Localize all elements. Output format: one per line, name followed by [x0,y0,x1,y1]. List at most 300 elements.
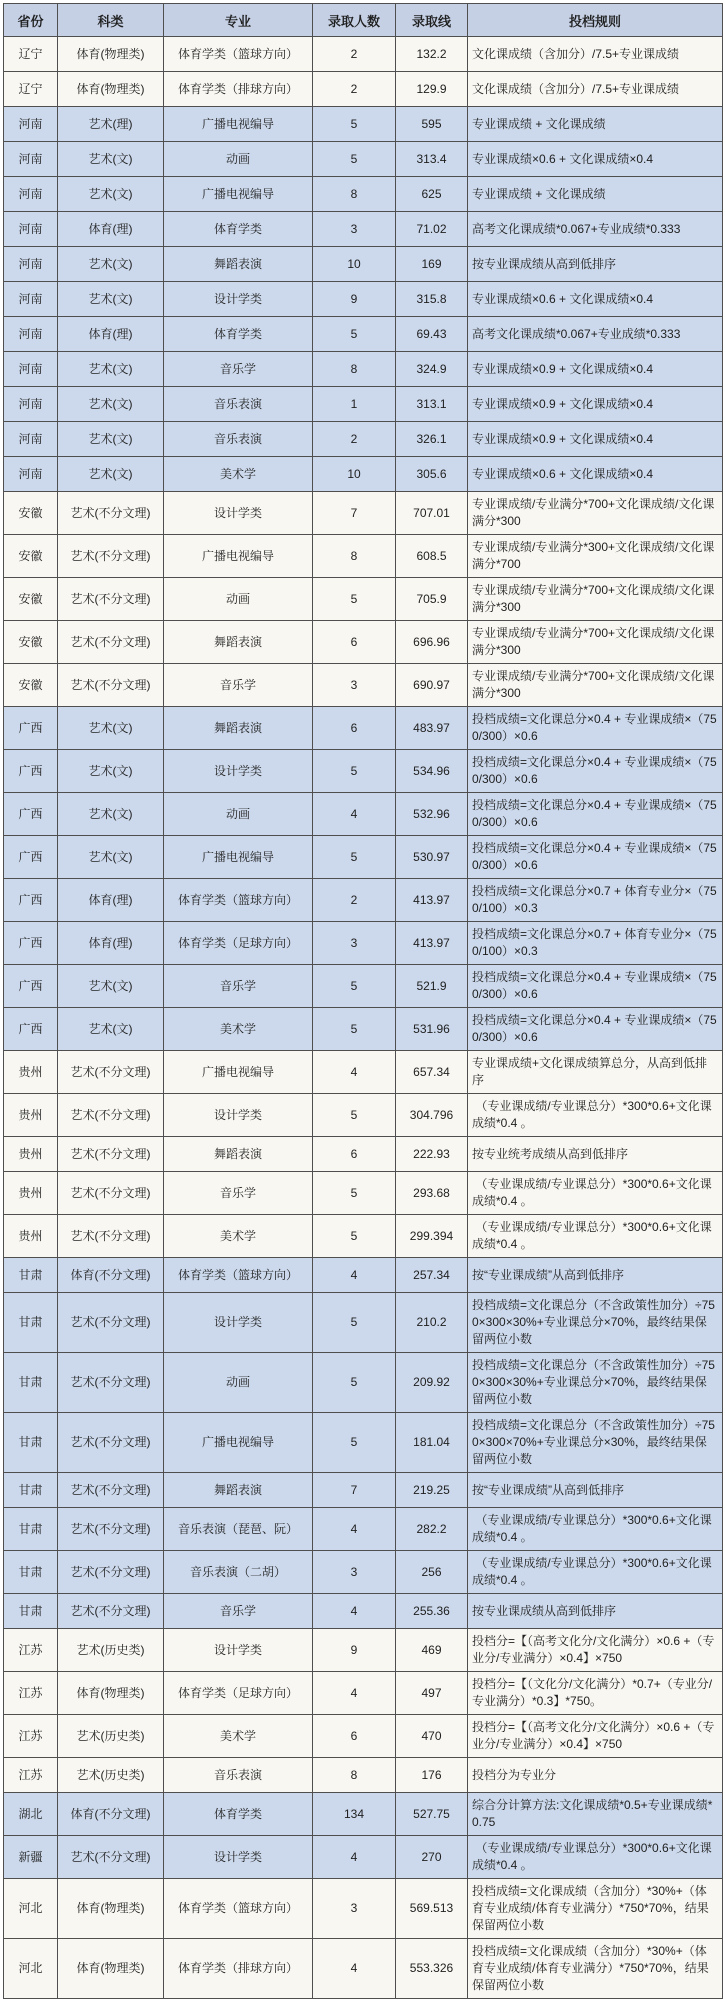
cell-rule: 投档成绩=文化课成绩（含加分）*30%+（体育专业成绩/体育专业满分）*750*70%，结果保留两位小数 [468,1939,723,1999]
cell-category: 艺术(不分文理) [58,492,164,535]
cell-province: 湖北 [4,1793,58,1836]
cell-province: 广西 [4,879,58,922]
cell-category: 体育(理) [58,317,164,352]
cell-score-line: 608.5 [396,535,468,578]
cell-major: 美术学 [164,1215,313,1258]
cell-score-line: 470 [396,1715,468,1758]
cell-province: 河北 [4,1939,58,1999]
cell-province: 安徽 [4,664,58,707]
table-row [4,352,723,387]
cell-count: 2 [313,37,396,72]
cell-category: 艺术(不分文理) [58,1293,164,1353]
cell-score-line: 71.02 [396,212,468,247]
cell-category: 体育(不分文理) [58,1793,164,1836]
cell-category: 艺术(不分文理) [58,1551,164,1594]
cell-major: 设计学类 [164,1293,313,1353]
cell-major: 体育学类（篮球方向） [164,37,313,72]
table-row [4,1137,723,1172]
cell-province: 广西 [4,1008,58,1051]
table-row [4,422,723,457]
col-header-score-line: 录取线 [396,4,468,37]
table-row [4,1672,723,1715]
cell-count: 5 [313,107,396,142]
cell-rule: 按专业课成绩从高到低排序 [468,247,723,282]
cell-score-line: 299.394 [396,1215,468,1258]
cell-major: 体育学类 [164,1793,313,1836]
cell-major: 体育学类（足球方向） [164,1672,313,1715]
cell-major: 舞蹈表演 [164,247,313,282]
cell-category: 体育(物理类) [58,1939,164,1999]
cell-major: 广播电视编导 [164,107,313,142]
table-row [4,750,723,793]
cell-category: 艺术(文) [58,707,164,750]
cell-score-line: 413.97 [396,879,468,922]
cell-rule: 投档成绩=文化课总分×0.4 + 专业课成绩×（750/300）×0.6 [468,1008,723,1051]
cell-score-line: 413.97 [396,922,468,965]
col-header-major: 专业 [164,4,313,37]
cell-major: 体育学类（篮球方向） [164,879,313,922]
cell-province: 江苏 [4,1715,58,1758]
cell-major: 音乐学 [164,1594,313,1629]
cell-province: 广西 [4,750,58,793]
cell-score-line: 595 [396,107,468,142]
cell-count: 5 [313,1215,396,1258]
cell-rule: 高考文化课成绩*0.067+专业成绩*0.333 [468,212,723,247]
cell-province: 甘肃 [4,1473,58,1508]
cell-rule: 投档成绩=文化课总分×0.4 + 专业课成绩×（750/300）×0.6 [468,793,723,836]
cell-rule: 投档成绩=文化课总分×0.7 + 体育专业分×（750/100）×0.3 [468,879,723,922]
cell-category: 艺术(文) [58,750,164,793]
cell-province: 甘肃 [4,1413,58,1473]
cell-score-line: 705.9 [396,578,468,621]
cell-score-line: 219.25 [396,1473,468,1508]
cell-rule: （专业课成绩/专业课总分）*300*0.6+文化课成绩*0.4 。 [468,1836,723,1879]
cell-count: 8 [313,535,396,578]
table-row [4,1293,723,1353]
cell-category: 体育(物理类) [58,37,164,72]
cell-rule: 高考文化课成绩*0.067+专业成绩*0.333 [468,317,723,352]
cell-count: 5 [313,836,396,879]
cell-count: 4 [313,1051,396,1094]
cell-count: 10 [313,457,396,492]
cell-major: 体育学类（足球方向） [164,922,313,965]
cell-category: 艺术(历史类) [58,1758,164,1793]
cell-rule: 专业课成绩 + 文化课成绩 [468,107,723,142]
cell-count: 9 [313,282,396,317]
cell-category: 艺术(历史类) [58,1629,164,1672]
cell-major: 动画 [164,1353,313,1413]
cell-category: 艺术(文) [58,793,164,836]
cell-province: 甘肃 [4,1258,58,1293]
cell-category: 艺术(不分文理) [58,535,164,578]
cell-province: 广西 [4,965,58,1008]
cell-score-line: 553.326 [396,1939,468,1999]
cell-score-line: 256 [396,1551,468,1594]
cell-province: 河南 [4,282,58,317]
cell-rule: 专业课成绩/专业满分*700+文化课成绩/文化课满分*300 [468,664,723,707]
cell-category: 艺术(不分文理) [58,1594,164,1629]
cell-count: 4 [313,1258,396,1293]
cell-score-line: 324.9 [396,352,468,387]
cell-province: 贵州 [4,1051,58,1094]
cell-count: 6 [313,621,396,664]
cell-count: 4 [313,1836,396,1879]
cell-count: 8 [313,177,396,212]
cell-major: 美术学 [164,457,313,492]
cell-score-line: 129.9 [396,72,468,107]
cell-category: 艺术(不分文理) [58,1413,164,1473]
cell-count: 8 [313,1758,396,1793]
cell-province: 河南 [4,247,58,282]
cell-score-line: 483.97 [396,707,468,750]
table-row [4,387,723,422]
cell-province: 河南 [4,457,58,492]
cell-count: 3 [313,1551,396,1594]
table-row [4,793,723,836]
table-row [4,1629,723,1672]
table-row [4,1008,723,1051]
cell-count: 5 [313,1008,396,1051]
cell-province: 河南 [4,212,58,247]
cell-major: 动画 [164,578,313,621]
cell-rule: 专业课成绩 + 文化课成绩 [468,177,723,212]
cell-score-line: 532.96 [396,793,468,836]
table-row [4,107,723,142]
cell-rule: 专业课成绩/专业满分*700+文化课成绩/文化课满分*300 [468,492,723,535]
cell-province: 广西 [4,922,58,965]
cell-major: 音乐表演 [164,422,313,457]
admission-score-table [3,3,723,1999]
cell-major: 舞蹈表演 [164,707,313,750]
cell-score-line: 696.96 [396,621,468,664]
cell-rule: 投档分为专业分 [468,1758,723,1793]
cell-major: 音乐学 [164,664,313,707]
cell-province: 贵州 [4,1094,58,1137]
cell-score-line: 210.2 [396,1293,468,1353]
cell-score-line: 255.36 [396,1594,468,1629]
cell-major: 舞蹈表演 [164,621,313,664]
cell-category: 体育(理) [58,212,164,247]
cell-count: 5 [313,1094,396,1137]
cell-category: 艺术(不分文理) [58,1137,164,1172]
cell-major: 动画 [164,793,313,836]
cell-major: 体育学类 [164,212,313,247]
table-row [4,247,723,282]
cell-score-line: 531.96 [396,1008,468,1051]
header-row [4,4,723,37]
cell-major: 音乐学 [164,965,313,1008]
cell-rule: 按“专业课成绩”从高到低排序 [468,1258,723,1293]
cell-rule: 文化课成绩（含加分）/7.5+专业课成绩 [468,72,723,107]
cell-province: 河南 [4,422,58,457]
cell-score-line: 326.1 [396,422,468,457]
cell-category: 艺术(文) [58,422,164,457]
cell-rule: 投档成绩=文化课总分（不含政策性加分）÷750×300×30%+专业课总分×70%，最终结果保留两位小数 [468,1293,723,1353]
cell-count: 4 [313,1939,396,1999]
table-row [4,1836,723,1879]
cell-rule: 综合分计算方法:文化课成绩*0.5+专业课成绩*0.75 [468,1793,723,1836]
cell-rule: 投档成绩=文化课总分×0.4 + 专业课成绩×（750/300）×0.6 [468,965,723,1008]
cell-score-line: 527.75 [396,1793,468,1836]
cell-major: 舞蹈表演 [164,1137,313,1172]
cell-major: 舞蹈表演 [164,1473,313,1508]
cell-province: 安徽 [4,578,58,621]
cell-category: 艺术(不分文理) [58,578,164,621]
table-row [4,1758,723,1793]
cell-rule: 按专业课成绩从高到低排序 [468,1594,723,1629]
table-row [4,1172,723,1215]
cell-rule: 投档成绩=文化课总分（不含政策性加分）÷750×300×30%+专业课总分×70%，最终结果保留两位小数 [468,1353,723,1413]
table-row [4,317,723,352]
cell-category: 艺术(不分文理) [58,1508,164,1551]
col-header-province: 省份 [4,4,58,37]
cell-count: 10 [313,247,396,282]
table-row [4,836,723,879]
cell-province: 安徽 [4,492,58,535]
cell-score-line: 270 [396,1836,468,1879]
cell-score-line: 625 [396,177,468,212]
cell-rule: 投档成绩=文化课总分（不含政策性加分）÷750×300×70%+专业课总分×30%，最终结果保留两位小数 [468,1413,723,1473]
cell-province: 河南 [4,177,58,212]
cell-count: 3 [313,664,396,707]
cell-major: 音乐表演 [164,387,313,422]
cell-province: 贵州 [4,1172,58,1215]
cell-category: 艺术(不分文理) [58,1836,164,1879]
cell-province: 甘肃 [4,1508,58,1551]
table-row [4,72,723,107]
cell-rule: 专业课成绩×0.9 + 文化课成绩×0.4 [468,387,723,422]
cell-score-line: 222.93 [396,1137,468,1172]
cell-category: 艺术(文) [58,142,164,177]
cell-province: 江苏 [4,1629,58,1672]
cell-count: 5 [313,1293,396,1353]
cell-category: 艺术(不分文理) [58,1172,164,1215]
cell-province: 甘肃 [4,1594,58,1629]
table-row [4,1715,723,1758]
cell-province: 安徽 [4,535,58,578]
cell-province: 广西 [4,707,58,750]
cell-rule: （专业课成绩/专业课总分）*300*0.6+文化课成绩*0.4 。 [468,1215,723,1258]
cell-category: 体育(物理类) [58,72,164,107]
cell-count: 7 [313,492,396,535]
cell-category: 体育(物理类) [58,1879,164,1939]
cell-count: 5 [313,578,396,621]
table-row [4,578,723,621]
cell-province: 河南 [4,387,58,422]
cell-major: 设计学类 [164,1836,313,1879]
cell-rule: 投档成绩=文化课总分×0.4 + 专业课成绩×（750/300）×0.6 [468,836,723,879]
cell-major: 设计学类 [164,1094,313,1137]
cell-province: 河北 [4,1879,58,1939]
cell-province: 江苏 [4,1758,58,1793]
cell-rule: 专业课成绩×0.9 + 文化课成绩×0.4 [468,352,723,387]
table-row [4,879,723,922]
cell-category: 体育(不分文理) [58,1258,164,1293]
cell-category: 艺术(文) [58,965,164,1008]
cell-rule: （专业课成绩/专业课总分）*300*0.6+文化课成绩*0.4 。 [468,1508,723,1551]
cell-major: 动画 [164,142,313,177]
cell-rule: 专业课成绩/专业满分*300+文化课成绩/文化课满分*700 [468,535,723,578]
cell-category: 艺术(文) [58,457,164,492]
table-row [4,212,723,247]
cell-major: 设计学类 [164,492,313,535]
cell-count: 6 [313,1137,396,1172]
table-row [4,1939,723,1999]
cell-count: 4 [313,793,396,836]
cell-major: 体育学类（排球方向） [164,72,313,107]
cell-score-line: 313.4 [396,142,468,177]
cell-score-line: 690.97 [396,664,468,707]
cell-category: 艺术(不分文理) [58,1051,164,1094]
cell-category: 体育(物理类) [58,1672,164,1715]
table-row [4,1793,723,1836]
cell-count: 5 [313,142,396,177]
table-row [4,492,723,535]
table-row [4,37,723,72]
cell-province: 广西 [4,793,58,836]
cell-count: 4 [313,1672,396,1715]
cell-count: 5 [313,317,396,352]
table-row [4,142,723,177]
cell-count: 6 [313,1715,396,1758]
cell-score-line: 181.04 [396,1413,468,1473]
col-header-count: 录取人数 [313,4,396,37]
cell-category: 艺术(不分文理) [58,664,164,707]
cell-count: 134 [313,1793,396,1836]
cell-rule: 专业课成绩/专业满分*700+文化课成绩/文化课满分*300 [468,578,723,621]
table-row [4,1594,723,1629]
cell-major: 广播电视编导 [164,535,313,578]
cell-rule: （专业课成绩/专业课总分）*300*0.6+文化课成绩*0.4 。 [468,1172,723,1215]
col-header-rule: 投档规则 [468,4,723,37]
cell-province: 甘肃 [4,1353,58,1413]
cell-major: 音乐表演 [164,1758,313,1793]
table-row [4,664,723,707]
table-row [4,922,723,965]
cell-score-line: 176 [396,1758,468,1793]
cell-count: 5 [313,750,396,793]
cell-count: 3 [313,1879,396,1939]
cell-province: 江苏 [4,1672,58,1715]
cell-score-line: 293.68 [396,1172,468,1215]
cell-count: 2 [313,422,396,457]
cell-rule: 投档分=【（高考文化分/文化满分）×0.6 +（专业分/专业满分）×0.4】×750 [468,1629,723,1672]
cell-rule: 专业课成绩×0.9 + 文化课成绩×0.4 [468,422,723,457]
cell-rule: （专业课成绩/专业课总分）*300*0.6+文化课成绩*0.4 。 [468,1094,723,1137]
table-row [4,1413,723,1473]
cell-rule: （专业课成绩/专业课总分）*300*0.6+文化课成绩*0.4 。 [468,1551,723,1594]
cell-rule: 投档分=【（文化分/文化满分）*0.7+（专业分/专业满分）*0.3】*750。 [468,1672,723,1715]
cell-province: 河南 [4,317,58,352]
cell-major: 音乐表演（二胡） [164,1551,313,1594]
cell-rule: 投档分=【（高考文化分/文化满分）×0.6 +（专业分/专业满分）×0.4】×750 [468,1715,723,1758]
table-row [4,965,723,1008]
cell-score-line: 469 [396,1629,468,1672]
cell-major: 体育学类（篮球方向） [164,1258,313,1293]
cell-rule: 专业课成绩+文化课成绩算总分，从高到低排序 [468,1051,723,1094]
table-row [4,535,723,578]
table-row [4,282,723,317]
cell-count: 6 [313,707,396,750]
cell-count: 1 [313,387,396,422]
cell-province: 广西 [4,836,58,879]
cell-category: 艺术(不分文理) [58,1353,164,1413]
cell-score-line: 315.8 [396,282,468,317]
cell-rule: 投档成绩=文化课总分×0.7 + 体育专业分×（750/100）×0.3 [468,922,723,965]
cell-province: 贵州 [4,1137,58,1172]
cell-province: 河南 [4,142,58,177]
table-row [4,177,723,212]
cell-major: 美术学 [164,1715,313,1758]
table-row [4,1215,723,1258]
cell-count: 5 [313,1172,396,1215]
table-row [4,1051,723,1094]
cell-count: 2 [313,72,396,107]
cell-rule: 投档成绩=文化课成绩（含加分）*30%+（体育专业成绩/体育专业满分）*750*70%，结果保留两位小数 [468,1879,723,1939]
cell-rule: 专业课成绩×0.6 + 文化课成绩×0.4 [468,142,723,177]
col-header-category: 科类 [58,4,164,37]
cell-category: 艺术(文) [58,836,164,879]
cell-major: 设计学类 [164,1629,313,1672]
cell-count: 5 [313,1353,396,1413]
cell-count: 2 [313,879,396,922]
cell-province: 甘肃 [4,1293,58,1353]
cell-category: 艺术(文) [58,387,164,422]
cell-count: 7 [313,1473,396,1508]
cell-count: 5 [313,1413,396,1473]
cell-category: 体育(理) [58,879,164,922]
cell-category: 艺术(历史类) [58,1715,164,1758]
cell-category: 艺术(文) [58,177,164,212]
cell-score-line: 305.6 [396,457,468,492]
cell-count: 4 [313,1594,396,1629]
cell-rule: 按专业统考成绩从高到低排序 [468,1137,723,1172]
cell-category: 艺术(文) [58,247,164,282]
table-row [4,621,723,664]
cell-rule: 专业课成绩×0.6 + 文化课成绩×0.4 [468,457,723,492]
cell-rule: 投档成绩=文化课总分×0.4 + 专业课成绩×（750/300）×0.6 [468,750,723,793]
table-row [4,1094,723,1137]
cell-major: 设计学类 [164,750,313,793]
cell-count: 9 [313,1629,396,1672]
cell-score-line: 169 [396,247,468,282]
table-row [4,1353,723,1413]
cell-major: 体育学类（篮球方向） [164,1879,313,1939]
cell-score-line: 69.43 [396,317,468,352]
cell-score-line: 497 [396,1672,468,1715]
cell-major: 音乐学 [164,1172,313,1215]
cell-major: 广播电视编导 [164,1051,313,1094]
cell-category: 艺术(文) [58,1008,164,1051]
cell-score-line: 707.01 [396,492,468,535]
table-row [4,457,723,492]
cell-province: 辽宁 [4,37,58,72]
cell-score-line: 313.1 [396,387,468,422]
cell-count: 3 [313,212,396,247]
table-row [4,1473,723,1508]
cell-score-line: 209.92 [396,1353,468,1413]
cell-major: 广播电视编导 [164,836,313,879]
cell-category: 艺术(理) [58,107,164,142]
cell-category: 艺术(文) [58,282,164,317]
cell-score-line: 132.2 [396,37,468,72]
table-row [4,707,723,750]
cell-category: 体育(理) [58,922,164,965]
cell-category: 艺术(文) [58,352,164,387]
cell-province: 河南 [4,107,58,142]
cell-rule: 投档成绩=文化课总分×0.4 + 专业课成绩×（750/300）×0.6 [468,707,723,750]
cell-major: 广播电视编导 [164,177,313,212]
